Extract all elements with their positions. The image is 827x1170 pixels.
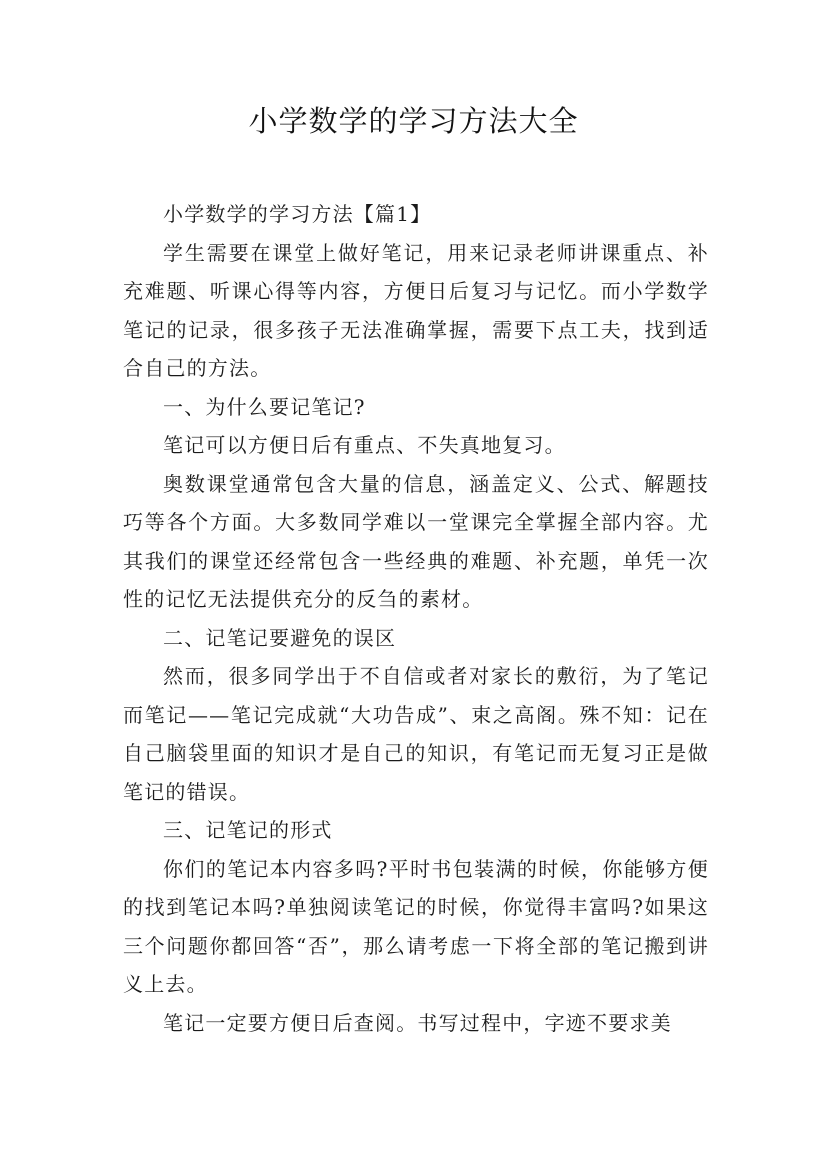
section-heading-why-notes: 一、为什么要记笔记? <box>163 394 366 419</box>
paragraph-olympiad-class: 奥数课堂通常包含大量的信息，涵盖定义、公式、解题技巧等各个方面。大多数同学难以一堂课完全掌握全部内容。尤其我们的课堂还经常包含一些经典的难题、补充题，单凭一次性的记忆无法提供充分的反刍的素材。 <box>123 471 709 611</box>
paragraph-note-form: 你们的笔记本内容多吗?平时书包装满的时候，你能够方便的找到笔记本吗?单独阅读笔记的时候，你觉得丰富吗?如果这三个问题你都回答“否”，那么请考虑一下将全部的笔记搬到讲义上去。 <box>123 856 709 996</box>
paragraph-easy-review: 笔记一定要方便日后查阅。书写过程中，字迹不要求美 <box>163 1010 672 1035</box>
paragraph-notes-benefit: 笔记可以方便日后有重点、不失真地复习。 <box>163 433 566 457</box>
document-body <box>123 195 709 1042</box>
section-heading-part-1: 小学数学的学习方法【篇1】 <box>163 202 432 226</box>
document-title: 小学数学的学习方法大全 <box>248 104 579 138</box>
paragraph-intro: 学生需要在课堂上做好笔记，用来记录老师讲课重点、补充难题、听课心得等内容，方便日后复习与记忆。而小学数学笔记的记录，很多孩子无法准确掌握，需要下点工夫，找到适合自己的方法。 <box>123 240 709 380</box>
section-heading-mistakes: 二、记笔记要避免的误区 <box>163 625 397 650</box>
paragraph-mistakes: 然而，很多同学出于不自信或者对家长的敷衍，为了笔记而笔记——笔记完成就“大功告成”、束之高阁。殊不知：记在自己脑袋里面的知识才是自己的知识，有笔记而无复习正是做笔记的错误。 <box>123 664 709 804</box>
section-heading-note-form: 三、记笔记的形式 <box>163 818 333 842</box>
